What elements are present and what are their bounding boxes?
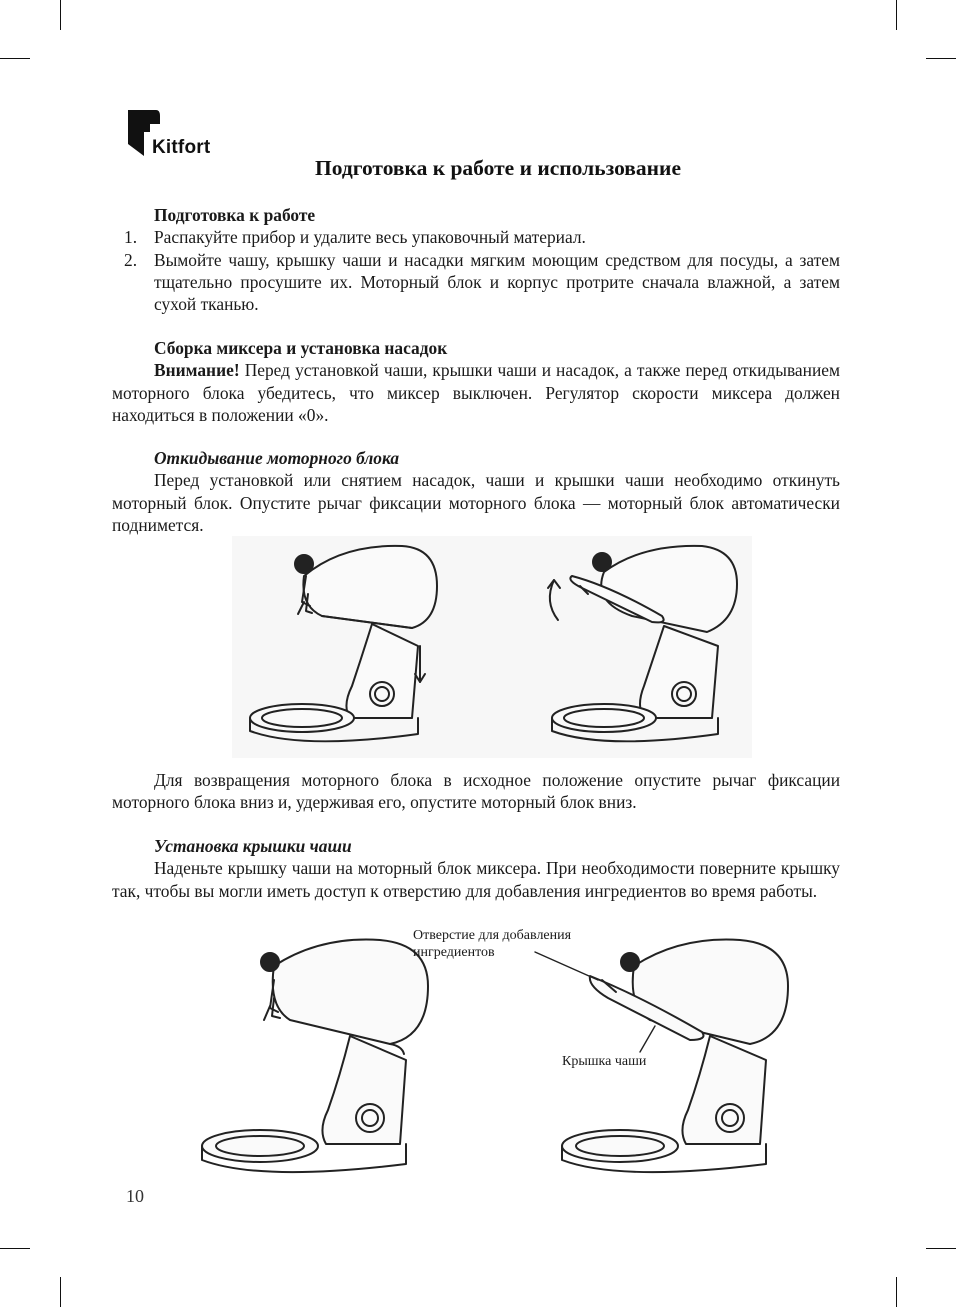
- tilt-paragraph: Перед установкой или снятием насадок, чаши и крышки чаши необходимо откинуть моторный блок. Опустите рычаг фиксации моторного блока — моторный блок автоматически поднимется.: [112, 470, 840, 535]
- crop-mark: [896, 0, 897, 30]
- crop-mark: [60, 0, 61, 30]
- tilt-section: [112, 447, 840, 536]
- mixer-tilt-figure: [232, 536, 752, 758]
- lid-paragraph: Наденьте крышку чаши на моторный блок миксера. При необходимости поверните крышку так, чтобы вы могли иметь доступ к отверстию для добавления ингредиентов во время работы.: [112, 858, 840, 901]
- brand-name: Kitfort: [152, 137, 211, 158]
- mixer-lid-figure: [190, 936, 790, 1186]
- crop-mark: [0, 1248, 30, 1249]
- page-title: Подготовка к работе и использование: [315, 156, 681, 180]
- lid-leader-line: [640, 1026, 655, 1052]
- warning-paragraph: [112, 359, 840, 426]
- list-number: 1.: [124, 227, 138, 248]
- callout-opening: [413, 927, 571, 961]
- list-text: Вымойте чашу, крышку чаши и насадки мягким моющим средством для посуды, а затем тщательно просушите их. Моторный блок и корпус протрите сначала влажной, а затем сухой тканью.: [154, 249, 840, 315]
- crop-mark: [926, 1248, 956, 1249]
- crop-mark: [0, 58, 30, 59]
- crop-mark: [896, 1277, 897, 1307]
- lid-section: [112, 835, 840, 902]
- crop-mark: [60, 1277, 61, 1307]
- prep-section: [112, 204, 840, 315]
- list-text: Распакуйте прибор и удалите весь упаковочный материал.: [154, 227, 586, 248]
- assembly-section: [112, 337, 840, 426]
- assembly-heading: Сборка миксера и установка насадок: [154, 338, 448, 358]
- list-item: [112, 249, 840, 316]
- callout-lid: Крышка чаши: [562, 1054, 647, 1069]
- page-number: 10: [126, 1186, 144, 1206]
- list-number: 2.: [124, 249, 138, 270]
- warning-text: Перед установкой чаши, крышки чаши и насадок, а также перед откидыванием моторного блока убедитесь, что миксер выключен. Регулятор скорости миксера должен находиться в положении «0».: [112, 360, 840, 425]
- crop-mark: [926, 58, 956, 59]
- tilt-heading: Откидывание моторного блока: [154, 448, 400, 468]
- list-item: [112, 226, 840, 248]
- callout-opening-line1: Отверстие для добавления: [413, 928, 572, 943]
- prep-heading: Подготовка к работе: [154, 205, 316, 225]
- warning-label: Внимание!: [154, 360, 240, 381]
- callout-opening-line2: ингредиентов: [413, 945, 495, 960]
- tilt-after-paragraph: [112, 769, 840, 814]
- mixer-without-lid: [202, 940, 428, 1173]
- lid-heading: Установка крышки чаши: [154, 836, 352, 856]
- return-head-text: Для возвращения моторного блока в исходное положение опустите рычаг фиксации моторного блока вниз и, удерживая его, опустите моторный блок вниз.: [112, 770, 840, 813]
